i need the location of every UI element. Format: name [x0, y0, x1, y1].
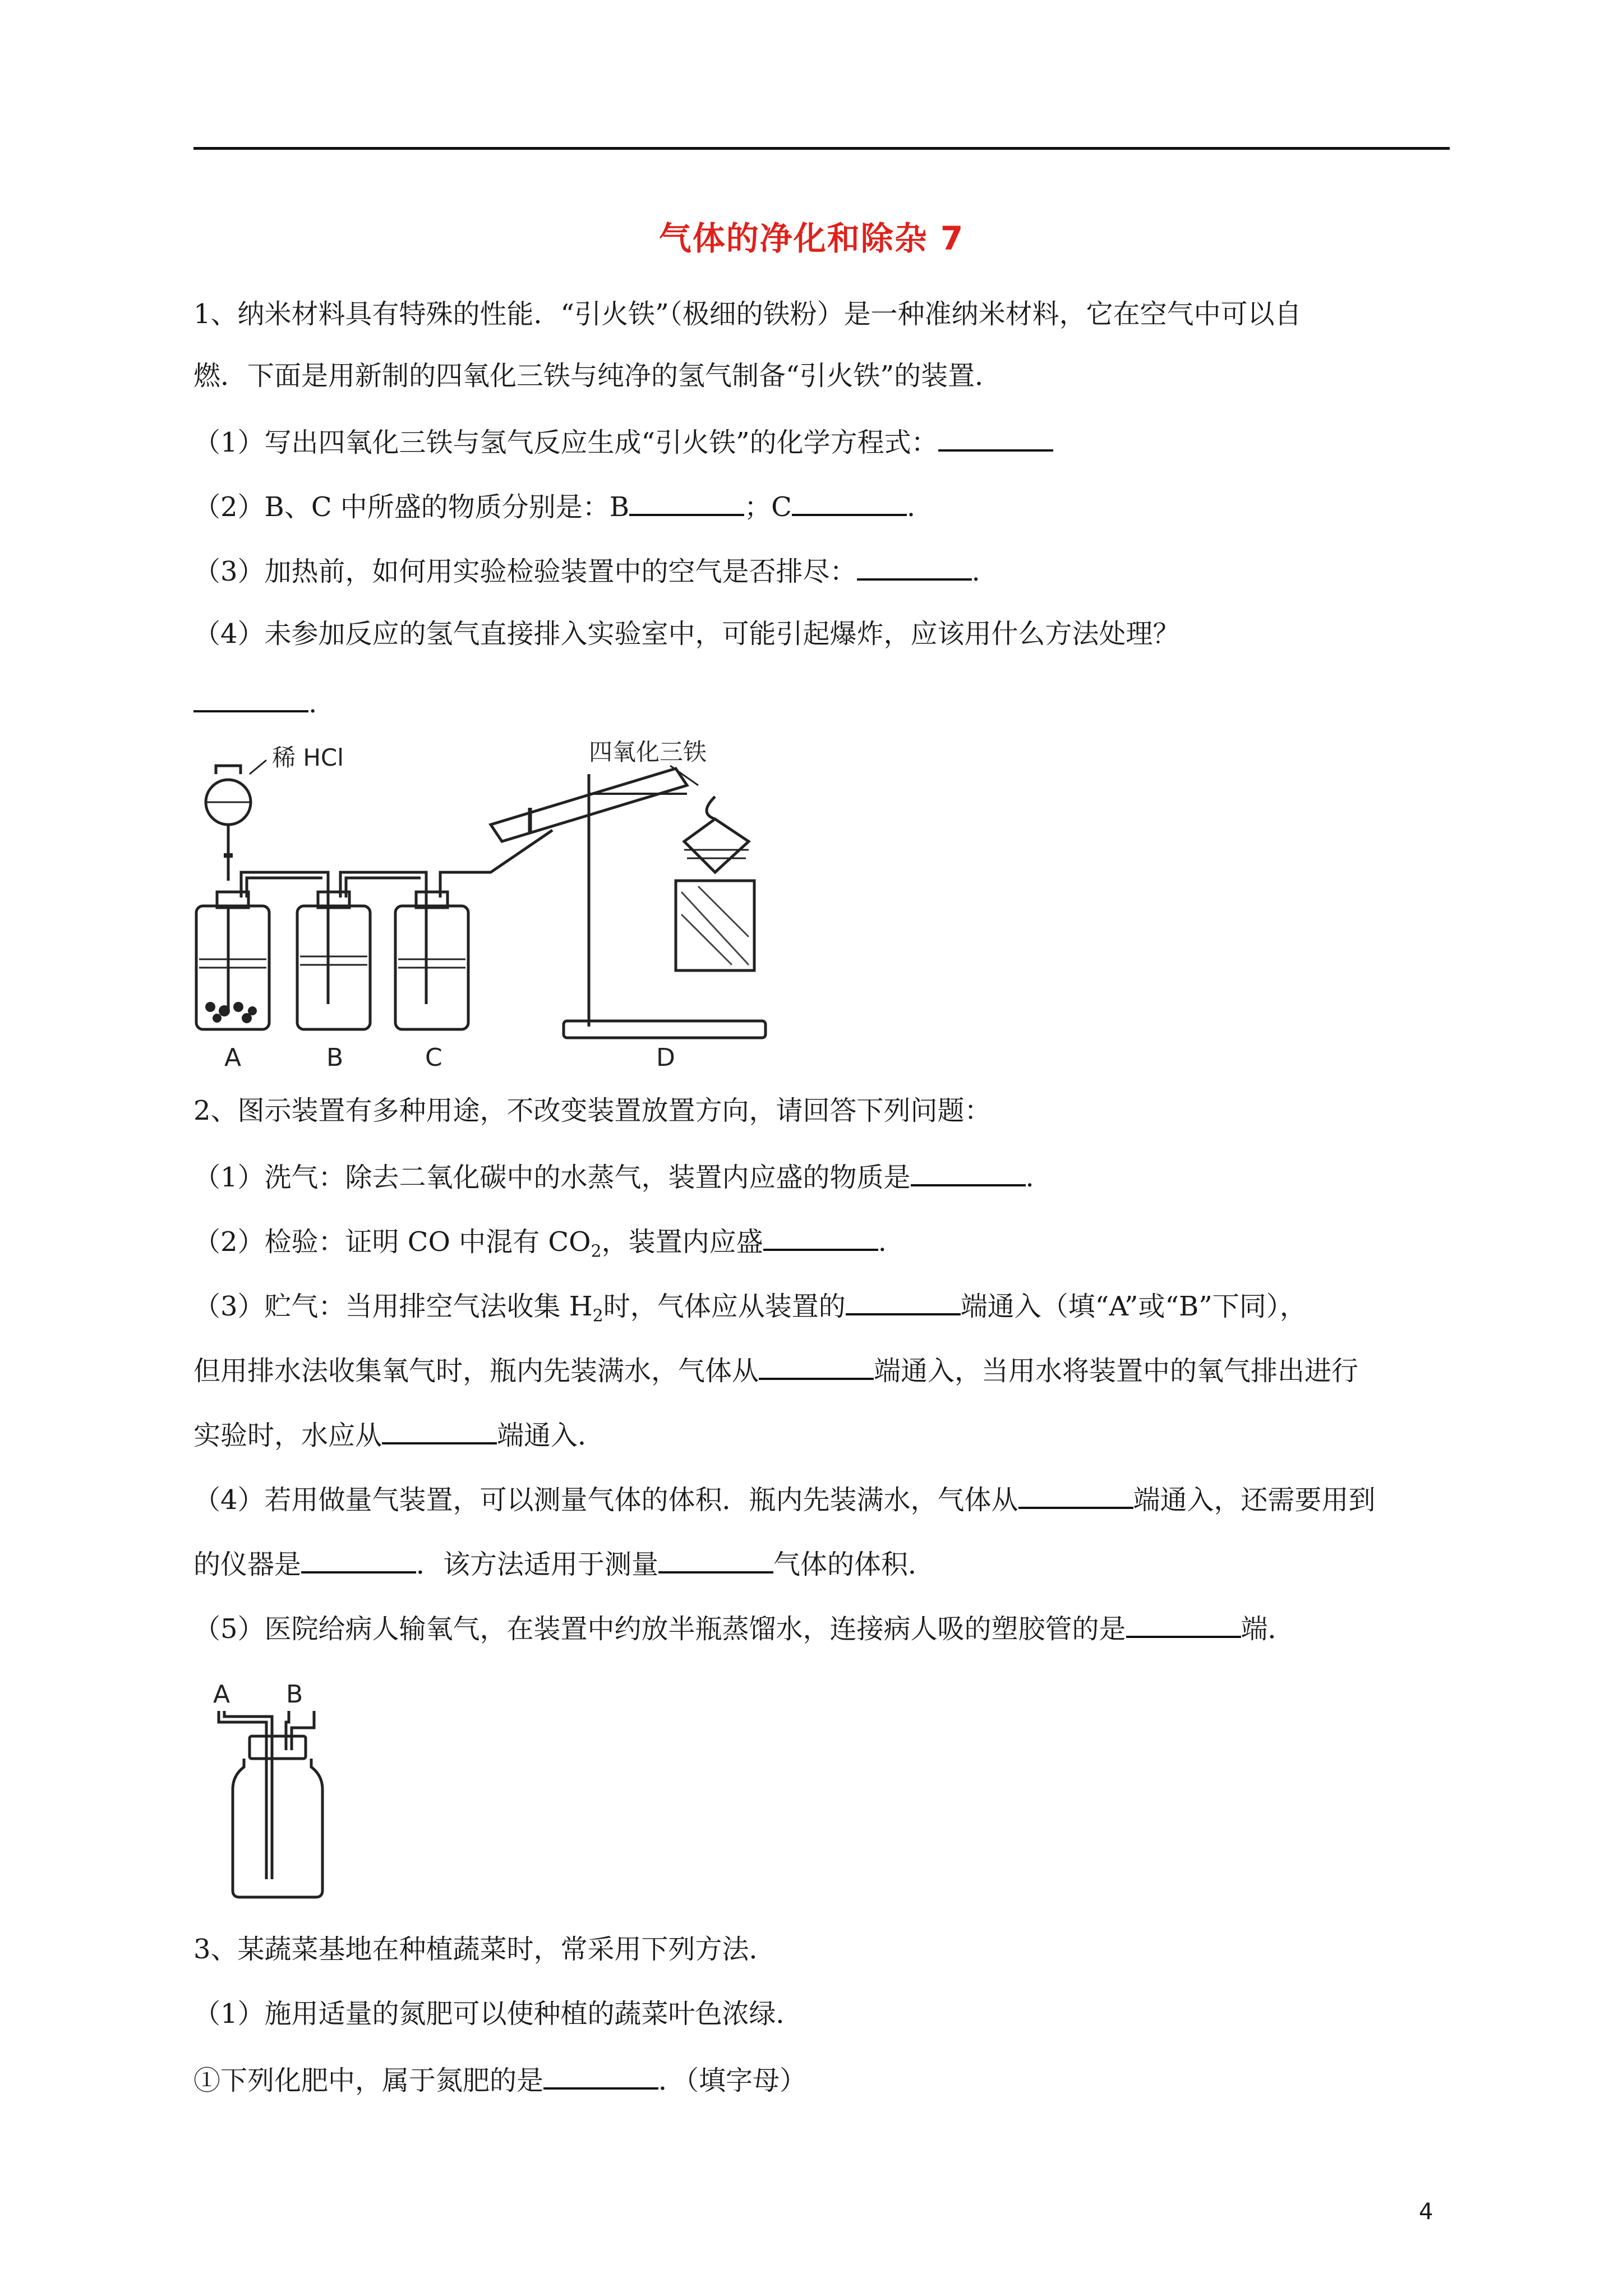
page-number: 4 — [1419, 2199, 1433, 2225]
answer-blank[interactable] — [1018, 1481, 1133, 1509]
q2-part3-text: （3）贮气：当用排空气法收集 H — [193, 1291, 593, 1322]
q1-line1: 1、纳米材料具有特殊的性能．“引火铁”（极细的铁粉）是一种准纳米材料，它在空气中可以自 — [193, 298, 1302, 330]
q2-part1 — [193, 1158, 1034, 1194]
label-c: C — [425, 1043, 442, 1071]
q3-part1: （1）施用适量的氮肥可以使种植的蔬菜叶色浓绿． — [193, 1998, 803, 2030]
answer-blank[interactable] — [382, 1416, 497, 1444]
gas-bottle-figure — [208, 1677, 353, 1902]
q1-part3 — [193, 553, 980, 588]
answer-blank[interactable] — [301, 1545, 416, 1573]
q2-part3-line2 — [193, 1352, 1358, 1388]
answer-blank[interactable] — [938, 424, 1053, 452]
q2-part1-end: . — [1025, 1162, 1034, 1193]
label-a: A — [224, 1043, 242, 1071]
subscript: 2 — [591, 1241, 602, 1262]
q1-part2 — [193, 488, 915, 524]
q2-part3-line1 — [193, 1287, 1307, 1333]
q2-part2 — [193, 1223, 887, 1269]
q1-line2: 燃．下面是用新制的四氧化三铁与纯净的氢气制备“引火铁”的装置． — [193, 360, 1002, 392]
q2-intro: 2、图示装置有多种用途，不改变装置放置方向，请回答下列问题： — [193, 1095, 992, 1126]
label-a: A — [213, 1680, 230, 1709]
label-b: B — [326, 1043, 344, 1071]
q2-part2-text: （2）检验：证明 CO 中混有 CO — [193, 1226, 591, 1258]
q2-part4-line1 — [193, 1481, 1376, 1517]
answer-blank[interactable] — [658, 1545, 773, 1573]
label-fe3o4: 四氧化三铁 — [589, 738, 707, 766]
q1-part4: （4）未参加反应的氢气直接排入实验室中，可能引起爆炸，应该用什么方法处理？ — [193, 618, 1180, 650]
q1-part2-end: . — [906, 491, 916, 523]
q2-part4-text2: 的仪器是 — [193, 1549, 302, 1580]
answer-blank[interactable] — [857, 553, 972, 581]
q2-part4-mid2: ．该方法适用于测量 — [416, 1549, 659, 1580]
q2-part2-mid: ，装置内应盛 — [601, 1226, 763, 1258]
q1-part4-answer — [193, 684, 317, 720]
page-title: 气体的净化和除杂 7 — [658, 219, 965, 257]
q2-part5-end: 端． — [1241, 1613, 1295, 1645]
q1-part3-end: . — [971, 556, 980, 587]
q1-part4-end: . — [308, 688, 317, 719]
label-b: B — [286, 1680, 303, 1709]
q1-part2-sep: ；C — [744, 491, 792, 523]
answer-blank[interactable] — [763, 1223, 878, 1251]
q2-part5 — [193, 1610, 1295, 1646]
q3-part2 — [193, 2062, 806, 2097]
q2-part3-text2: 但用排水法收集氧气时，瓶内先装满水，气体从 — [193, 1355, 759, 1387]
header-rule — [193, 147, 1450, 150]
q2-part4-end: 端通入，还需要用到 — [1133, 1484, 1376, 1516]
q1-part1 — [193, 424, 1053, 459]
q2-part4-text: （4）若用做量气装置，可以测量气体的体积．瓶内先装满水，气体从 — [193, 1484, 1018, 1516]
q2-part3-mid: 时，气体应从装置的 — [603, 1291, 846, 1322]
q2-part3-line3 — [193, 1416, 605, 1452]
answer-blank[interactable] — [846, 1287, 961, 1315]
answer-blank[interactable] — [759, 1352, 874, 1380]
subscript: 2 — [592, 1306, 603, 1326]
q2-part4-end2: 气体的体积． — [773, 1549, 935, 1580]
answer-blank[interactable] — [629, 488, 744, 516]
label-dilute-hcl: 稀 HCl — [272, 744, 344, 771]
q2-part3-end3: 端通入． — [497, 1420, 605, 1451]
q2-part3-text3: 实验时，水应从 — [193, 1420, 382, 1451]
q1-part3-text: （3）加热前，如何用实验检验装置中的空气是否排尽： — [193, 556, 857, 587]
answer-blank[interactable] — [792, 488, 907, 516]
q3-intro: 3、某蔬菜基地在种植蔬菜时，常采用下列方法． — [193, 1934, 776, 1965]
q2-part3-end2: 端通入，当用水将装置中的氧气排出进行 — [874, 1355, 1359, 1387]
answer-blank[interactable] — [1126, 1610, 1241, 1638]
q3-part2-text: ①下列化肥中，属于氮肥的是 — [193, 2065, 544, 2096]
apparatus-figure — [193, 735, 810, 1071]
q3-part2-end: ．（填字母） — [658, 2065, 807, 2096]
answer-blank[interactable] — [543, 2062, 658, 2090]
q1-part1-text: （1）写出四氧化三铁与氢气反应生成“引火铁”的化学方程式： — [193, 427, 938, 458]
q2-part5-text: （5）医院给病人输氧气，在装置中约放半瓶蒸馏水，连接病人吸的塑胶管的是 — [193, 1613, 1126, 1645]
q1-part2-text: （2）B、C 中所盛的物质分别是：B — [193, 491, 630, 523]
answer-blank[interactable] — [193, 684, 308, 712]
label-d: D — [656, 1043, 675, 1071]
q2-part1-text: （1）洗气：除去二氧化碳中的水蒸气，装置内应盛的物质是 — [193, 1162, 911, 1193]
q2-part4-line2 — [193, 1545, 935, 1581]
q2-part2-end: . — [878, 1226, 887, 1258]
q2-part3-end: 端通入（填“A”或“B”下同）， — [960, 1291, 1307, 1322]
answer-blank[interactable] — [911, 1158, 1026, 1186]
